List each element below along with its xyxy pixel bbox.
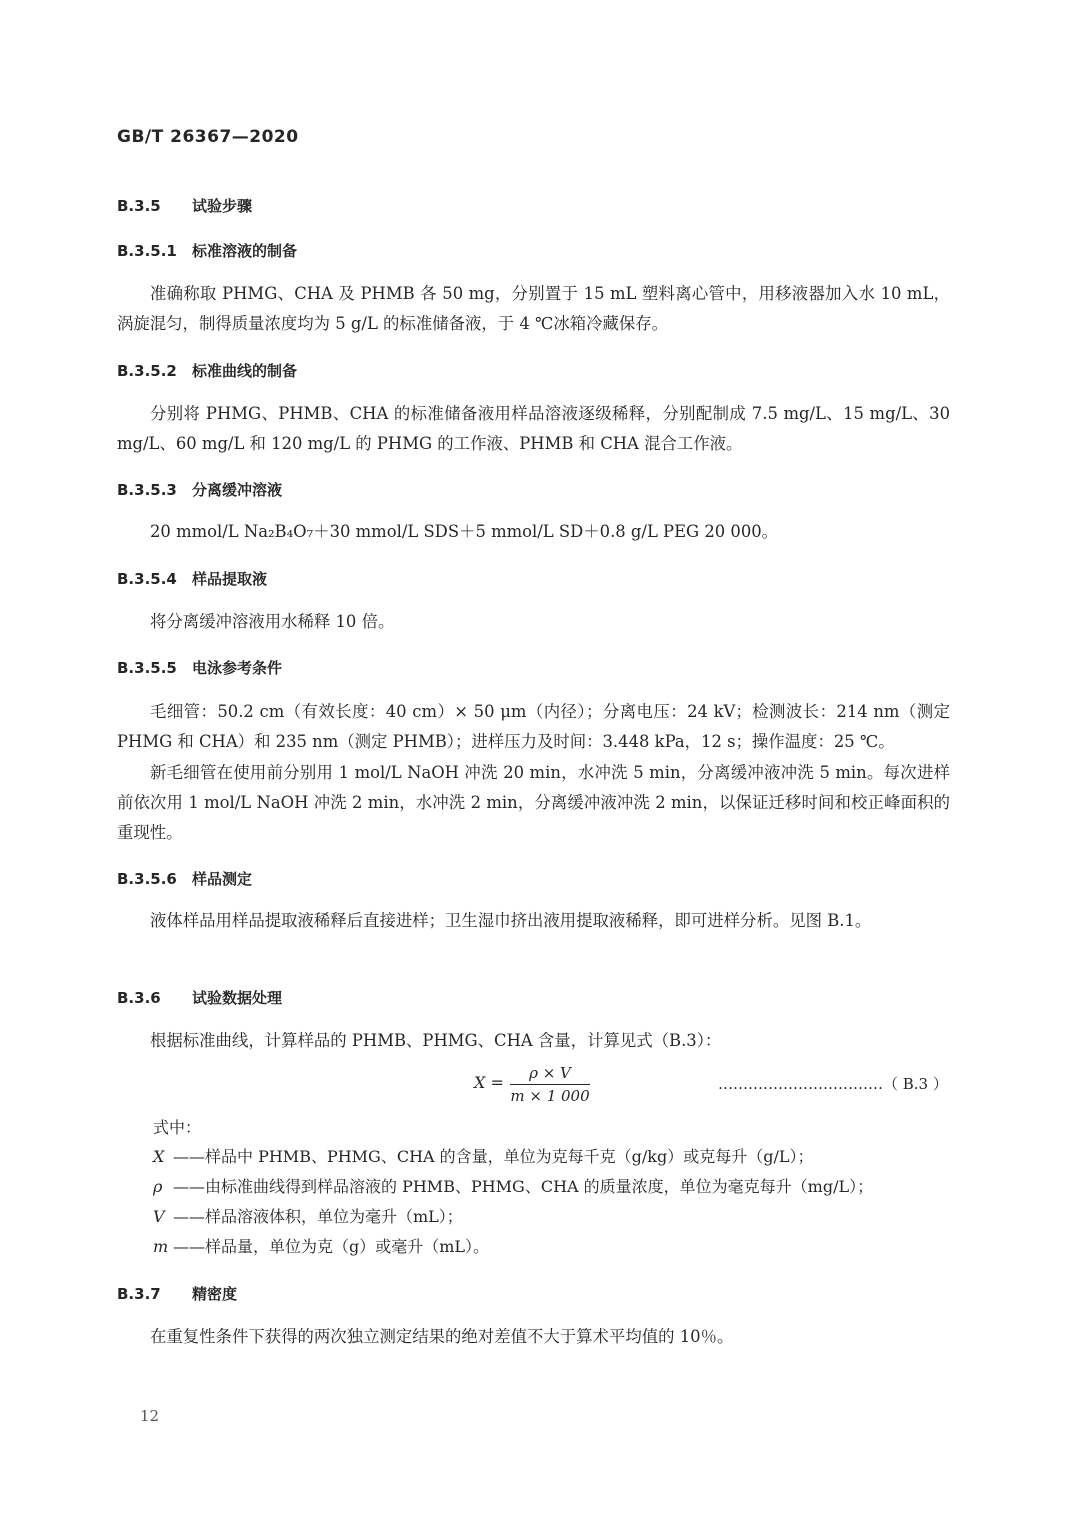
standard-number: GB/T 26367—2020 (117, 127, 299, 147)
definition-item: m ——样品量，单位为克（g）或毫升（mL）。 (153, 1237, 490, 1256)
section-heading: B.3.5.3 分离缓冲溶液 (117, 481, 283, 499)
formula-lhs: X = (474, 1073, 504, 1092)
formula-denominator: m × 1 000 (510, 1087, 590, 1105)
where-label: 式中： (153, 1118, 202, 1137)
paragraph: 分别将 PHMG、PHMB、CHA 的标准储备液用样品溶液逐级稀释，分别配制成 7.5 mg/L、15 mg/L、30 mg/L、60 mg/L 和 120 mg/L 的 PHMG 的工作液、PHMB 和 CHA 混合工作液。 (117, 404, 950, 453)
section-heading: B.3.7 精密度 (117, 1285, 238, 1303)
paragraph: 根据标准曲线，计算样品的 PHMB、PHMG、CHA 含量，计算见式（B.3）： (150, 1031, 722, 1050)
formula-numerator: ρ × V (529, 1064, 571, 1082)
page-number: 12 (140, 1407, 160, 1425)
section-heading: B.3.5.6 样品测定 (117, 870, 253, 888)
formula-fraction (510, 1064, 590, 1105)
section-heading: B.3.5.2 标准曲线的制备 (117, 362, 298, 380)
equation-reference: ……………………………（ B.3 ） (718, 1075, 948, 1093)
paragraph: 毛细管：50.2 cm（有效长度：40 cm）× 50 μm（内径）；分离电压：24 kV；检测波长：214 nm（测定 PHMG 和 CHA）和 235 nm（测定 PHMB）；进样压力及时间：3.448 kPa，12 s；操作温度：25 ℃。 (117, 702, 950, 751)
paragraph: 新毛细管在使用前分别用 1 mol/L NaOH 冲洗 20 min，水冲洗 5 min，分离缓冲液冲洗 5 min。每次进样前依次用 1 mol/L NaOH 冲洗 2 min，水冲洗 2 min，分离缓冲液冲洗 2 min，以保证迁移时间和校正峰面积的重现性。 (117, 763, 950, 842)
definition-item: V ——样品溶液体积，单位为毫升（mL）； (153, 1207, 463, 1226)
paragraph: 在重复性条件下获得的两次独立测定结果的绝对差值不大于算术平均值的 10％。 (150, 1327, 734, 1346)
paragraph: 准确称取 PHMG、CHA 及 PHMB 各 50 mg，分别置于 15 mL 塑料离心管中，用移液器加入水 10 mL，涡旋混匀，制得质量浓度均为 5 g/L 的标准储备液，于 4 ℃冰箱冷藏保存。 (117, 284, 950, 333)
section-heading: B.3.5.1 标准溶液的制备 (117, 242, 298, 260)
section-heading: B.3.6 试验数据处理 (117, 989, 283, 1007)
definition-item: X ——样品中 PHMB、PHMG、CHA 的含量，单位为克每千克（g/kg）或克每升（g/L）； (153, 1147, 814, 1166)
section-heading: B.3.5.5 电泳参考条件 (117, 659, 283, 677)
definition-item: ρ ——由标准曲线得到样品溶液的 PHMB、PHMG、CHA 的质量浓度，单位为毫克每升（mg/L）； (153, 1177, 874, 1196)
section-heading: B.3.5.4 样品提取液 (117, 570, 268, 588)
section-heading: B.3.5 试验步骤 (117, 197, 253, 215)
paragraph: 20 mmol/L Na₂B₄O₇＋30 mmol/L SDS＋5 mmol/L SD＋0.8 g/L PEG 20 000。 (150, 522, 779, 541)
paragraph: 液体样品用样品提取液稀释后直接进样；卫生湿巾挤出液用提取液稀释，即可进样分析。见图 B.1。 (150, 911, 872, 930)
paragraph: 将分离缓冲溶液用水稀释 10 倍。 (150, 612, 395, 631)
